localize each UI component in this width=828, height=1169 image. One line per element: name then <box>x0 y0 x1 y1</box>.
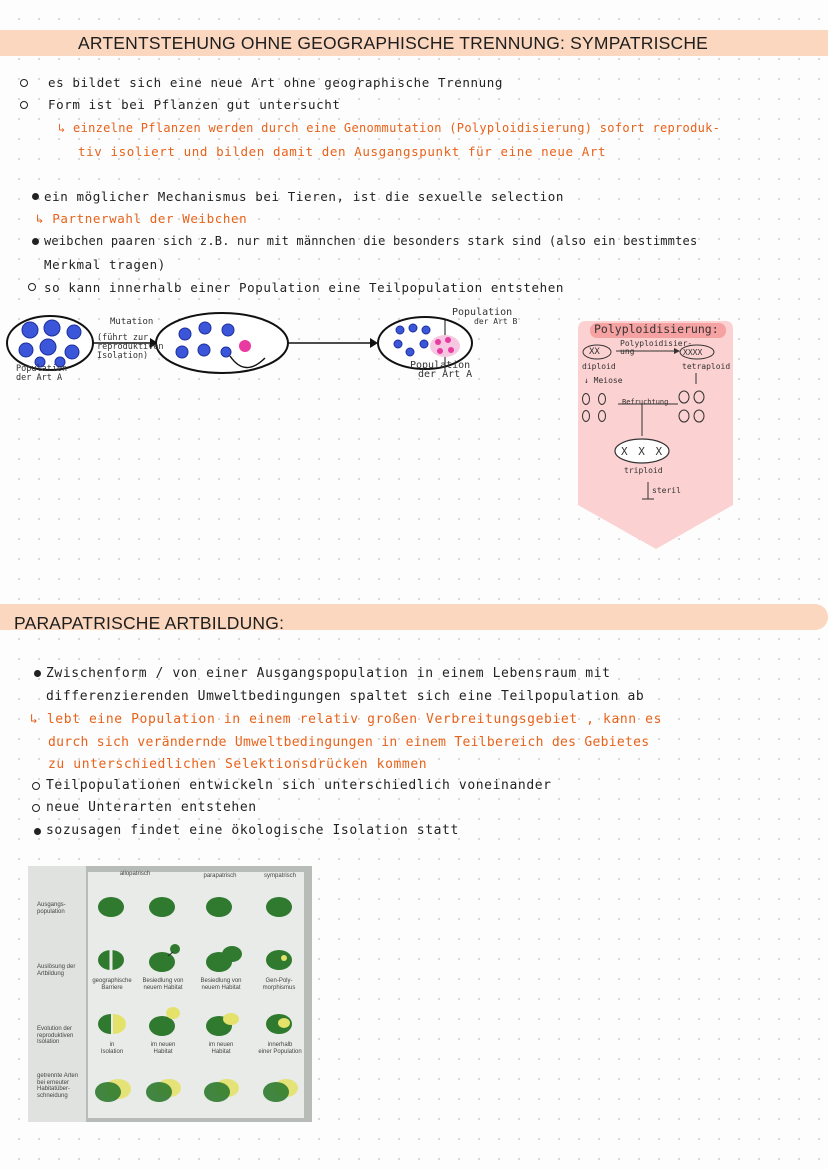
triploid-label: triploid <box>624 466 663 475</box>
bullet <box>32 238 39 245</box>
cell-caption <box>138 1042 188 1055</box>
bullet <box>32 782 40 790</box>
cell-caption <box>88 978 136 991</box>
polyploid-arrow-label <box>620 340 692 356</box>
arrow-label-line: ung <box>620 347 635 356</box>
bullet <box>20 101 28 109</box>
note-line: so kann innerhalb einer Population eine Teilpopulation entstehen <box>44 280 565 295</box>
caption-line: geographische <box>92 978 132 984</box>
caption-line: Besiedlung von <box>200 978 242 984</box>
bullet <box>34 670 41 677</box>
row-label-line: schneidung <box>37 1092 68 1099</box>
note-line: Merkmal tragen) <box>44 257 166 272</box>
cell-caption <box>88 1042 136 1055</box>
cell-caption <box>196 978 246 991</box>
isolation-note-line: Isolation) <box>97 351 149 361</box>
caption-line: Gen-Poly- <box>265 978 293 984</box>
caption-line: einer Population <box>258 1048 302 1055</box>
note-line-orange: ↳ lebt eine Population in einem relativ großen Verbreitungsgebiet , kann es <box>30 712 662 727</box>
arrow-label-line: Polyploidisier- <box>620 339 693 348</box>
caption-line: im neuen <box>208 1042 234 1048</box>
figure-shapes <box>28 866 312 1122</box>
note-line: differenzierenden Umweltbedingungen spaltet sich eine Teilpopulation ab <box>46 689 645 704</box>
population-a2-label <box>410 361 472 379</box>
row-label-line: Artbildung <box>37 970 65 977</box>
note-line: es bildet sich eine neue Art ohne geographische Trennung <box>48 75 504 90</box>
label-line: Population <box>16 364 68 374</box>
row-label-line: bei erneuter <box>37 1079 70 1086</box>
section2-title: PARAPATRISCHE ARTBILDUNG: <box>14 613 285 633</box>
caption-line: in <box>109 1042 115 1048</box>
caption-line: im neuen <box>150 1042 176 1048</box>
note-line: ein möglicher Mechanismus bei Tieren, ist die sexuelle selection <box>44 189 565 204</box>
note-line-orange: durch sich verändernde Umweltbedingungen in einem Teilbereich des Gebietes <box>48 735 650 750</box>
cell-caption <box>254 978 304 991</box>
mutant-organism <box>239 340 251 352</box>
population-a-label <box>16 365 67 383</box>
row-label-line: Isolation <box>37 1039 60 1046</box>
xxx-label: X X X <box>621 445 665 458</box>
note-line-orange: zu unterschiedlichen Selektionsdrücken kommen <box>48 757 428 772</box>
note-line-orange: ↳ Partnerwahl der Weibchen <box>36 211 248 226</box>
row-label-line: getrennte Arten <box>37 1073 79 1079</box>
caption-line: Barriere <box>101 984 123 991</box>
column-header: parapatrisch <box>203 873 237 879</box>
row-getrennte-arten <box>95 1079 298 1102</box>
row-label-line: Ausgangs- <box>37 902 66 908</box>
note-line: sozusagen findet eine ökologische Isolation statt <box>46 823 459 838</box>
row-ausgangspopulation <box>98 897 292 917</box>
population-middle-ellipse <box>156 313 288 373</box>
isolation-note <box>97 334 164 361</box>
xxxx-label: XXXX <box>683 348 703 357</box>
bullet <box>34 828 41 835</box>
note-line-orange: tiv isoliert und bilden damit den Ausgangspunkt für eine neue Art <box>78 144 607 159</box>
column-header: allopatrisch <box>119 871 151 877</box>
mutation-label: Mutation <box>110 317 154 327</box>
bullet <box>28 283 36 291</box>
label-line: der Art A <box>418 369 473 380</box>
steril-label: steril <box>652 486 681 495</box>
isolation-note-line: reproduktiven <box>97 342 164 352</box>
cell-caption <box>138 978 188 991</box>
note-line: Teilpopulationen entwickeln sich unterschiedlich voneinander <box>46 778 552 793</box>
speciation-figure-photo <box>28 866 312 1122</box>
section1-title: ARTENTSTEHUNG OHNE GEOGRAPHISCHE TRENNUNG: SYMPATRISCHE <box>78 33 709 53</box>
subpopulation <box>430 335 460 357</box>
note-line: neue Unterarten entstehen <box>46 800 257 815</box>
row-label-line: population <box>37 908 65 915</box>
bullet <box>20 79 28 87</box>
label-line: der Art A <box>16 373 63 383</box>
polyploidy-title: Polyploidisierung: <box>594 322 719 336</box>
row-ausloesung <box>98 944 292 972</box>
caption-line: Isolation <box>100 1048 124 1055</box>
population-b-label <box>452 308 517 326</box>
label-line: Population <box>410 360 471 371</box>
isolation-note-line: (führt zur <box>97 333 149 343</box>
diploid-label: diploid <box>582 362 616 371</box>
note-line-orange: ↳ einzelne Pflanzen werden durch eine Genommutation (Polyploidisierung) sofort reproduk- <box>58 121 721 135</box>
befruchtung-label: Befruchtung <box>622 398 669 406</box>
row-label-line: reproduktiven <box>37 1032 74 1039</box>
caption-line: Habitat <box>211 1048 231 1055</box>
note-line: weibchen paaren sich z.B. nur mit männchen die besonders stark sind (also ein bestimmtes <box>44 234 698 248</box>
bullet <box>32 804 40 812</box>
arrow-head <box>370 338 378 348</box>
column-header: sympatrisch <box>263 873 296 879</box>
meiose-label: ↓ Meiose <box>584 376 623 385</box>
caption-line: neuem Habitat <box>201 984 241 991</box>
tetraploid-label: tetraploid <box>682 362 731 371</box>
row-label-line: Auslösung der <box>37 964 76 970</box>
caption-line: innerhalb <box>267 1042 293 1048</box>
row-label-line: Evolution der <box>37 1026 73 1032</box>
bullet <box>32 193 39 200</box>
cell-caption <box>252 1042 308 1055</box>
note-line: Form ist bei Pflanzen gut untersucht <box>48 97 341 112</box>
label-line: Population <box>452 307 513 318</box>
caption-line: neuem Habitat <box>143 984 183 991</box>
row-label-line: Habitatüber- <box>37 1086 71 1093</box>
xx-label: XX <box>589 347 600 357</box>
note-line: Zwischenform / von einer Ausgangspopulation in einem Lebensraum mit <box>46 666 611 681</box>
caption-line: Besiedlung von <box>142 978 184 984</box>
row-evolution <box>98 1007 292 1036</box>
caption-line: morphismus <box>262 984 296 991</box>
label-line: der Art B <box>474 317 518 326</box>
caption-line: Habitat <box>153 1048 173 1055</box>
cell-caption <box>196 1042 246 1055</box>
